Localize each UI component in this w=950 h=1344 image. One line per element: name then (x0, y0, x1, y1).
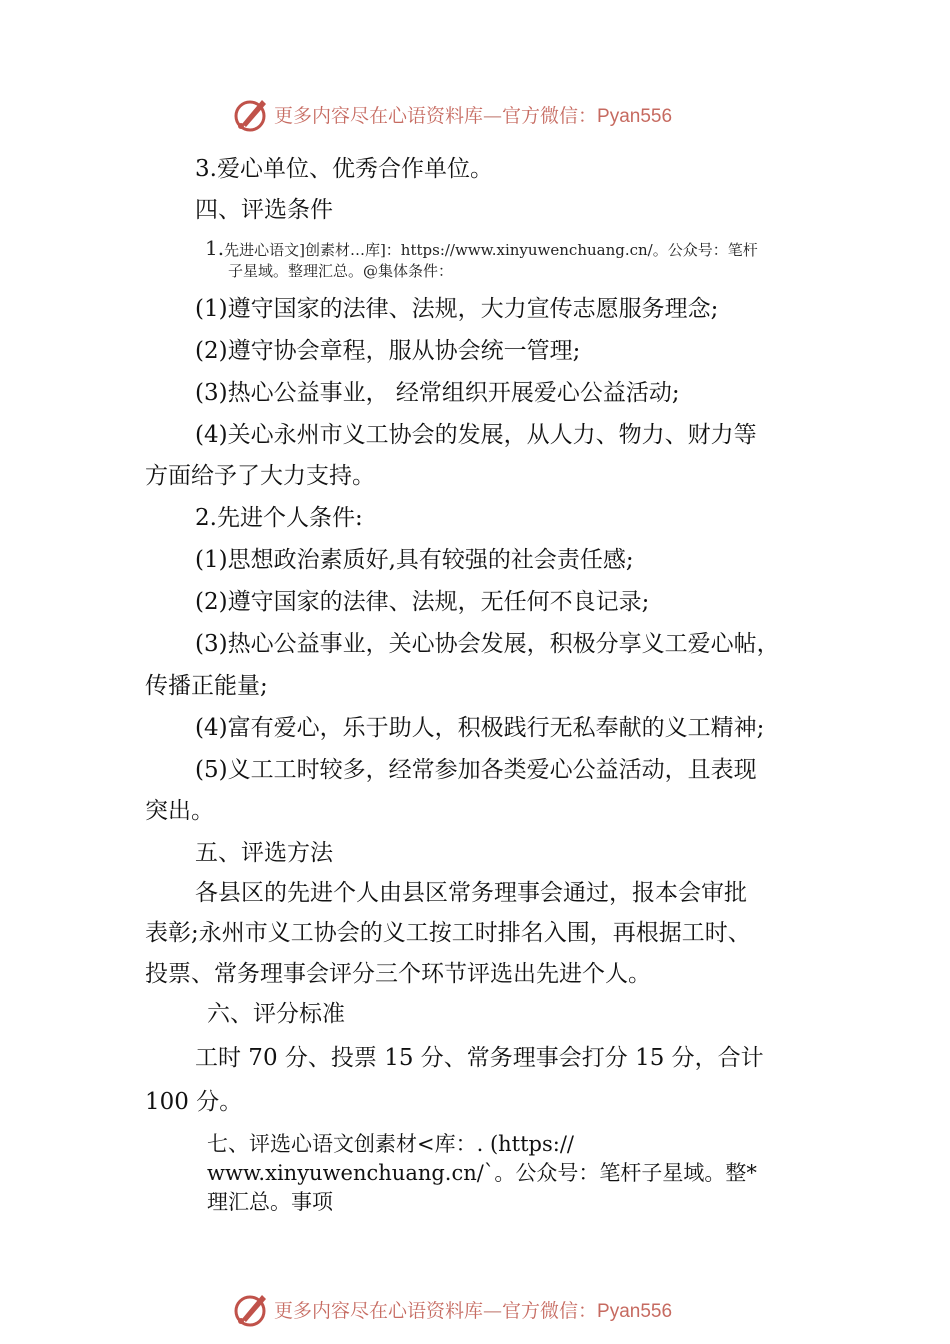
footer-banner (0, 1287, 950, 1331)
text-line: 投票、常务理事会评分三个环节评选出先进个人。 (145, 961, 651, 987)
list-number: 1. (205, 236, 225, 260)
header-banner (0, 92, 950, 136)
pen-logo-icon (232, 1289, 272, 1329)
header-wechat-id: Pyan556 (597, 106, 673, 127)
pen-logo-icon (232, 94, 272, 134)
text-line: (3)热心公益事业，关心协会发展，积极分享义工爱心帖， (195, 631, 780, 657)
watermark-line: 七、评选心语文创素材<库：. (https:// (207, 1132, 574, 1156)
text-line: 方面给予了大力支持。 (145, 463, 375, 489)
header-wechat-label: 官方微信： (502, 105, 598, 127)
text-line: (4)富有爱心，乐于助人，积极践行无私奉献的义工精神; (195, 715, 765, 741)
footer-title: 更多内容尽在心语资料库 (274, 1300, 484, 1322)
section-heading: 五、评选方法 (195, 840, 333, 866)
text-line: (1)遵守国家的法律、法规，大力宣传志愿服务理念; (195, 296, 719, 322)
text-line-small: 子星域。整理汇总。@集体条件： (228, 262, 454, 280)
header-title: 更多内容尽在心语资料库 (274, 105, 484, 127)
watermark-line: www.xinyuwenchuang.cn/`。公众号：笔杆子星域。整* (207, 1161, 757, 1185)
text-line: 2.先进个人条件: (195, 505, 363, 531)
watermark-line: 理汇总。事项 (207, 1190, 333, 1214)
text-line: 工时 70 分、投票 15 分、常务理事会打分 15 分，合计 (195, 1045, 764, 1071)
text-line: 突出。 (145, 798, 214, 824)
section-heading: 六、评分标准 (207, 1001, 345, 1027)
text-line-small (205, 237, 758, 261)
footer-separator: — (483, 1300, 503, 1322)
text-line: 100 分。 (145, 1089, 243, 1115)
footer-wechat-label: 官方微信： (502, 1300, 598, 1322)
text-line: (2)遵守国家的法律、法规，无任何不良记录; (195, 589, 650, 615)
text-line: (4)关心永州市义工协会的发展，从人力、物力、财力等 (195, 422, 757, 448)
text-line: (5)义工工时较多，经常参加各类爱心公益活动，且表现 (195, 757, 757, 783)
text-line: (3)热心公益事业， 经常组织开展爱心公益活动; (195, 380, 680, 406)
text-line: 3.爱心单位、优秀合作单位。 (195, 156, 493, 182)
header-separator: — (483, 105, 503, 127)
header-text (274, 101, 672, 128)
text-line: 各县区的先进个人由县区常务理事会通过，报本会审批 (195, 880, 747, 906)
watermark-inline: 先进心语文]创素材…库]：https://www.xinyuwenchuang.cn/。公众号：笔杆 (224, 241, 758, 259)
section-heading: 四、评选条件 (195, 197, 333, 223)
footer-wechat-id: Pyan556 (597, 1301, 673, 1322)
text-line: 传播正能量; (145, 673, 268, 699)
text-line: (1)思想政治素质好,具有较强的社会责任感; (195, 547, 634, 573)
text-line: 表彰;永州市义工协会的义工按工时排名入围，再根据工时、 (145, 920, 751, 946)
footer-text (274, 1296, 672, 1323)
text-line: (2)遵守协会章程，服从协会统一管理; (195, 338, 581, 364)
